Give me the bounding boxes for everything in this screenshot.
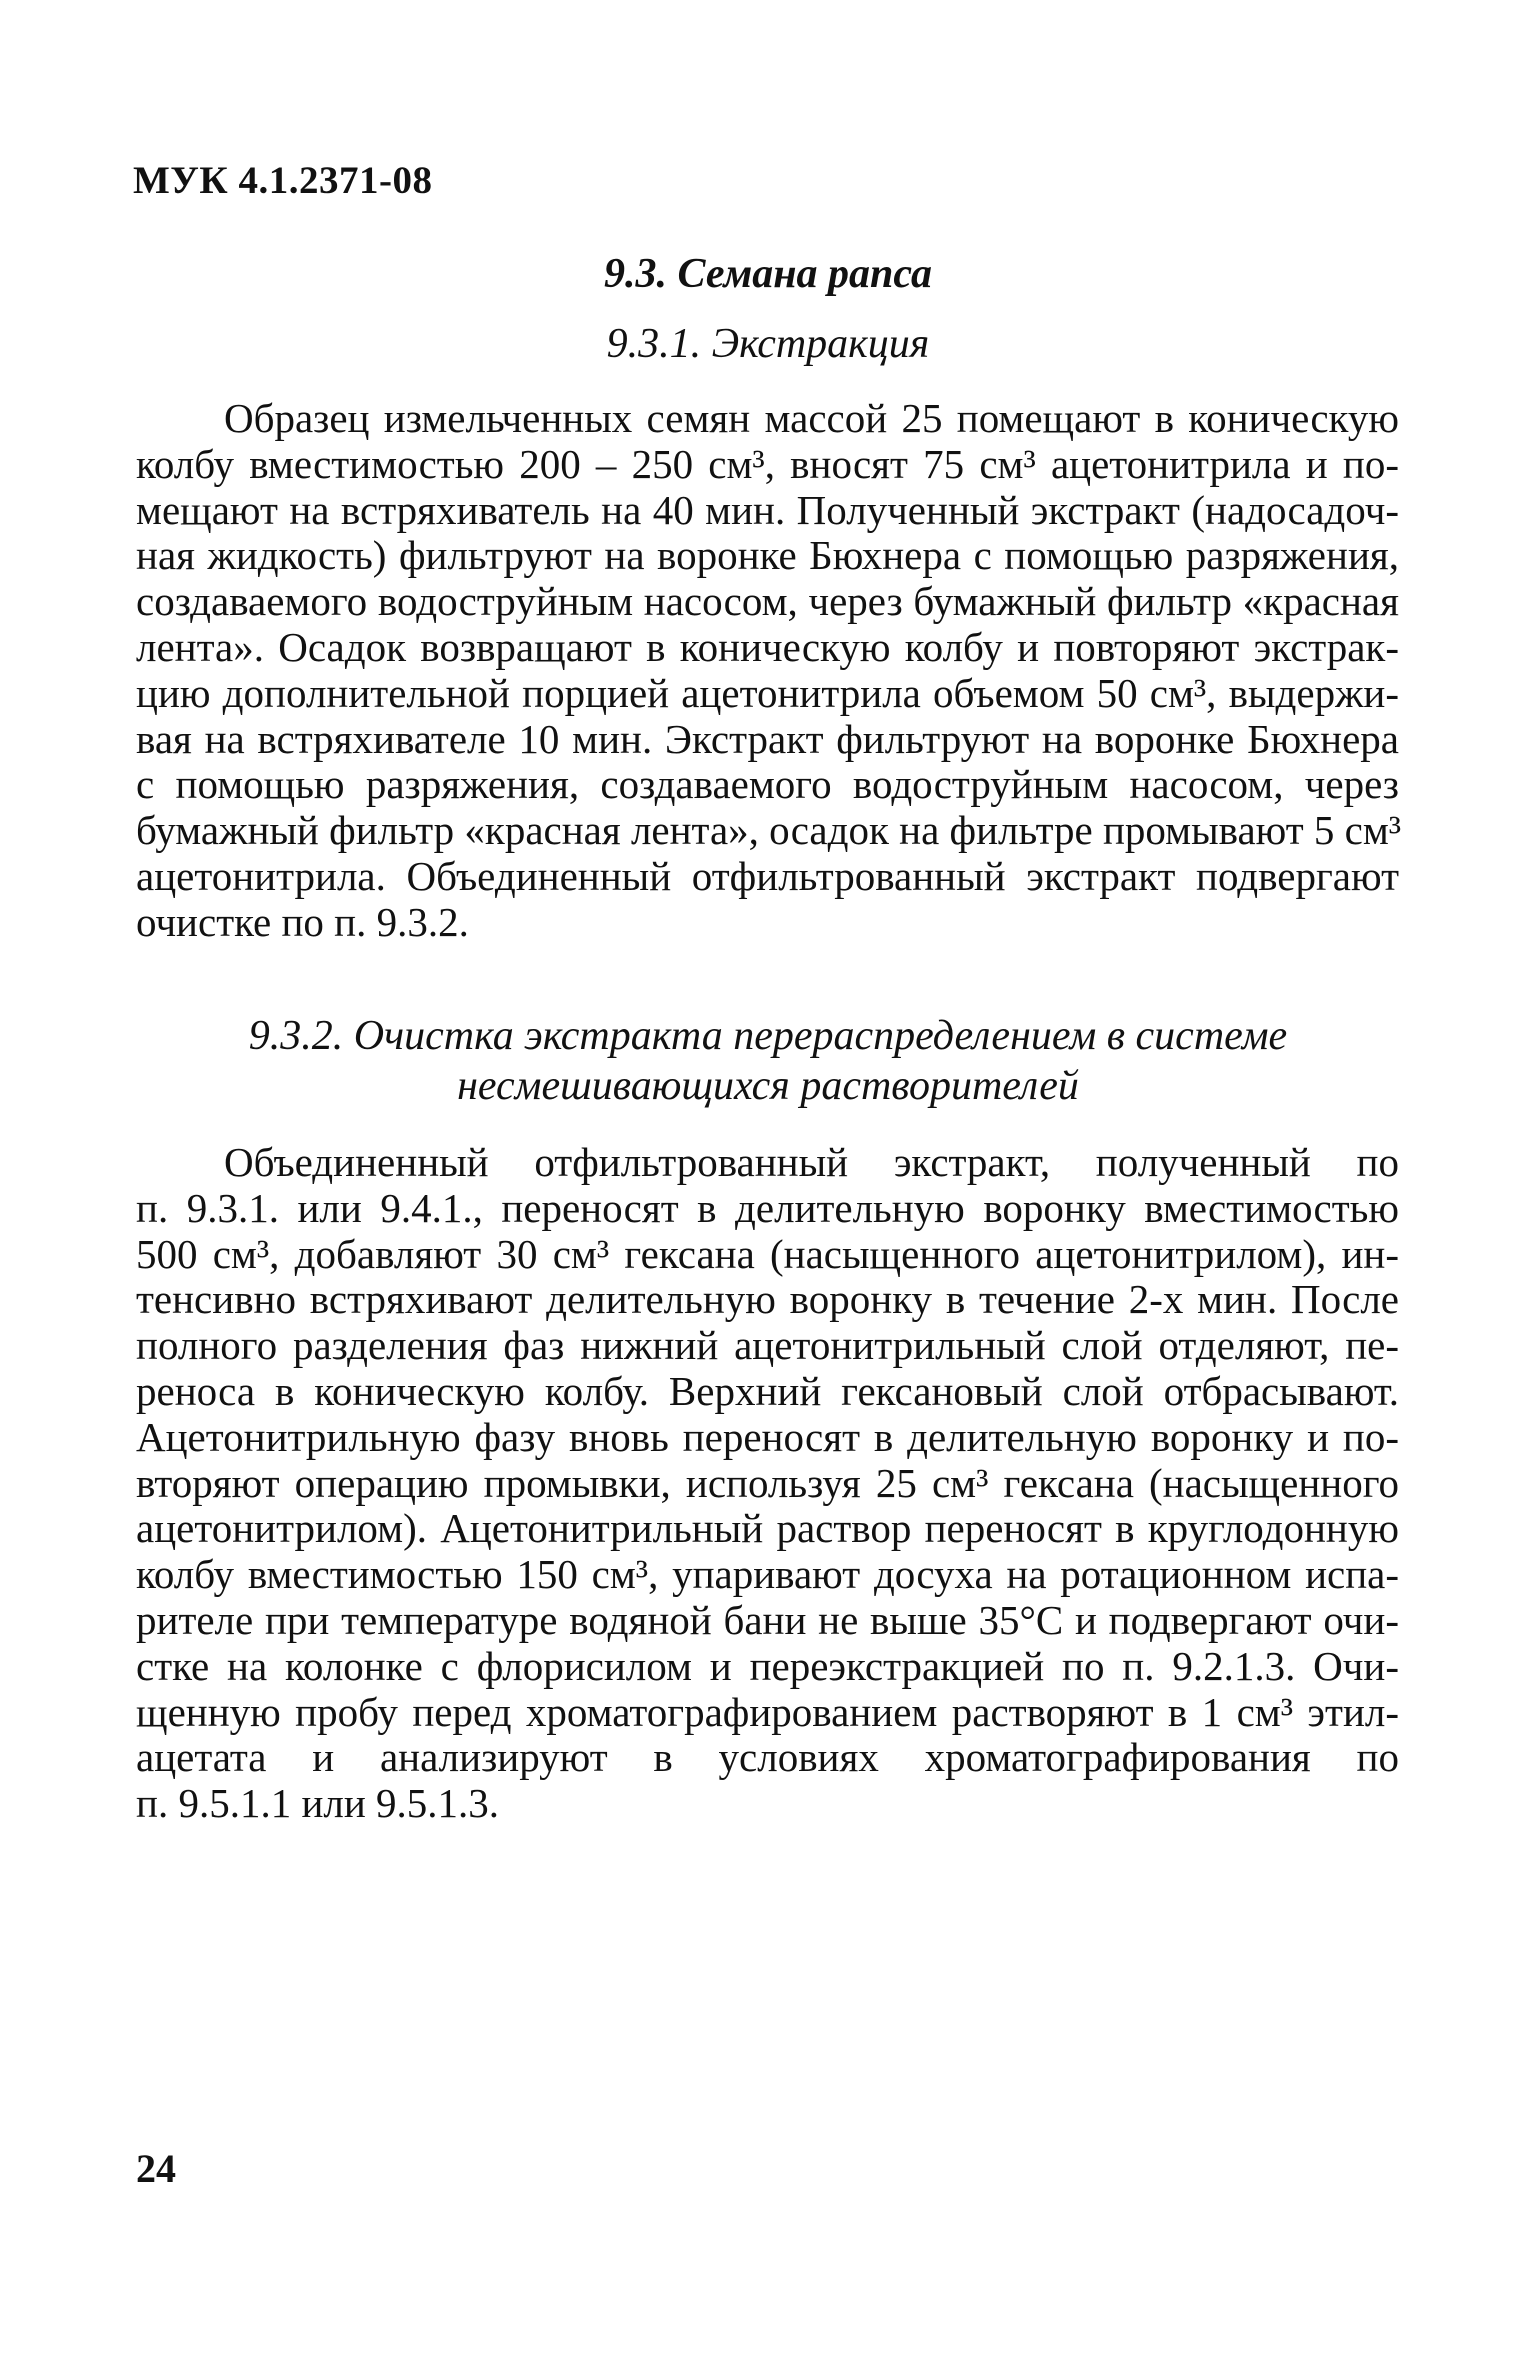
text-line: стке на колонке с флорисилом и переэкстракцией по п. 9.2.1.3. Очи- [136,1642,1399,1689]
extraction-paragraph [136,395,1402,946]
text-line: Образец измельченных семян массой 25 помещают в коническую [224,395,1399,441]
text-line: очистке по п. 9.3.2. [136,898,469,945]
text-line: бумажный фильтр «красная лента», осадок на фильтре промывают 5 см³ [136,807,1402,854]
text-line: реноса в коническую колбу. Верхний гексановый слой отбрасывают. [136,1367,1399,1414]
subsection-title-extraction: 9.3.1. Экстракция [606,321,930,367]
text-line: п. 9.3.1. или 9.4.1., переносят в делительную воронку вместимостью [136,1184,1399,1231]
text-line: создаваемого водоструйным насосом, через бумажный фильтр «красная [136,578,1399,625]
text-line: колбу вместимостью 150 см³, упаривают досуха на ротационном испа- [136,1551,1399,1598]
subsection-title-cleanup [0,1011,1536,1111]
text-line: ацетонитрила. Объединенный отфильтрованный экстракт подвергают [136,852,1399,899]
text-line: лента». Осадок возвращают в коническую колбу и повторяют экстрак- [136,623,1399,670]
text-line: тенсивно встряхивают делительную воронку в течение 2-х мин. После [136,1276,1399,1323]
text-line: Объединенный отфильтрованный экстракт, полученный по [224,1139,1399,1185]
text-line: колбу вместимостью 200 – 250 см³, вносят 75 см³ ацетонитрила и по- [136,440,1399,487]
text-line: ацетата и анализируют в условиях хроматографирования по [136,1734,1399,1781]
cleanup-paragraph [136,1140,1399,1827]
text-line: ацетонитрилом). Ацетонитрильный раствор переносят в круглодонную [136,1505,1399,1552]
text-line: вая на встряхивателе 10 мин. Экстракт фильтруют на воронке Бюхнера [136,715,1399,762]
page-number: 24 [136,2146,176,2191]
document-code: МУК 4.1.2371-08 [133,159,433,202]
text-line: вторяют операцию промывки, используя 25 см³ гексана (насыщенного [136,1459,1399,1506]
text-line: мещают на встряхиватель на 40 мин. Полученный экстракт (надосадоч- [136,486,1399,533]
subsection-title-line: 9.3.2. Очистка экстракта перераспределением в системе [248,1013,1288,1059]
text-line: 500 см³, добавляют 30 см³ гексана (насыщенного ацетонитрилом), ин- [136,1230,1399,1277]
text-line: щенную пробу перед хроматографированием растворяют в 1 см³ этил- [136,1688,1399,1735]
text-line: с помощью разряжения, создаваемого водоструйным насосом, через [136,761,1399,808]
text-line: ная жидкость) фильтруют на воронке Бюхнера с помощью разряжения, [136,532,1399,579]
text-line: цию дополнительной порцией ацетонитрила объемом 50 см³, выдержи- [136,669,1399,716]
text-line: Ацетонитрильную фазу вновь переносят в делительную воронку и по- [136,1413,1399,1460]
text-line: рителе при температуре водяной бани не выше 35°С и подвергают очи- [136,1596,1399,1643]
subsection-title-line: несмешивающихся растворителей [457,1063,1079,1109]
section-title: 9.3. Семана рапса [604,251,932,297]
text-line: полного разделения фаз нижний ацетонитрильный слой отделяют, пе- [136,1322,1399,1369]
text-line: п. 9.5.1.1 или 9.5.1.3. [136,1780,500,1827]
